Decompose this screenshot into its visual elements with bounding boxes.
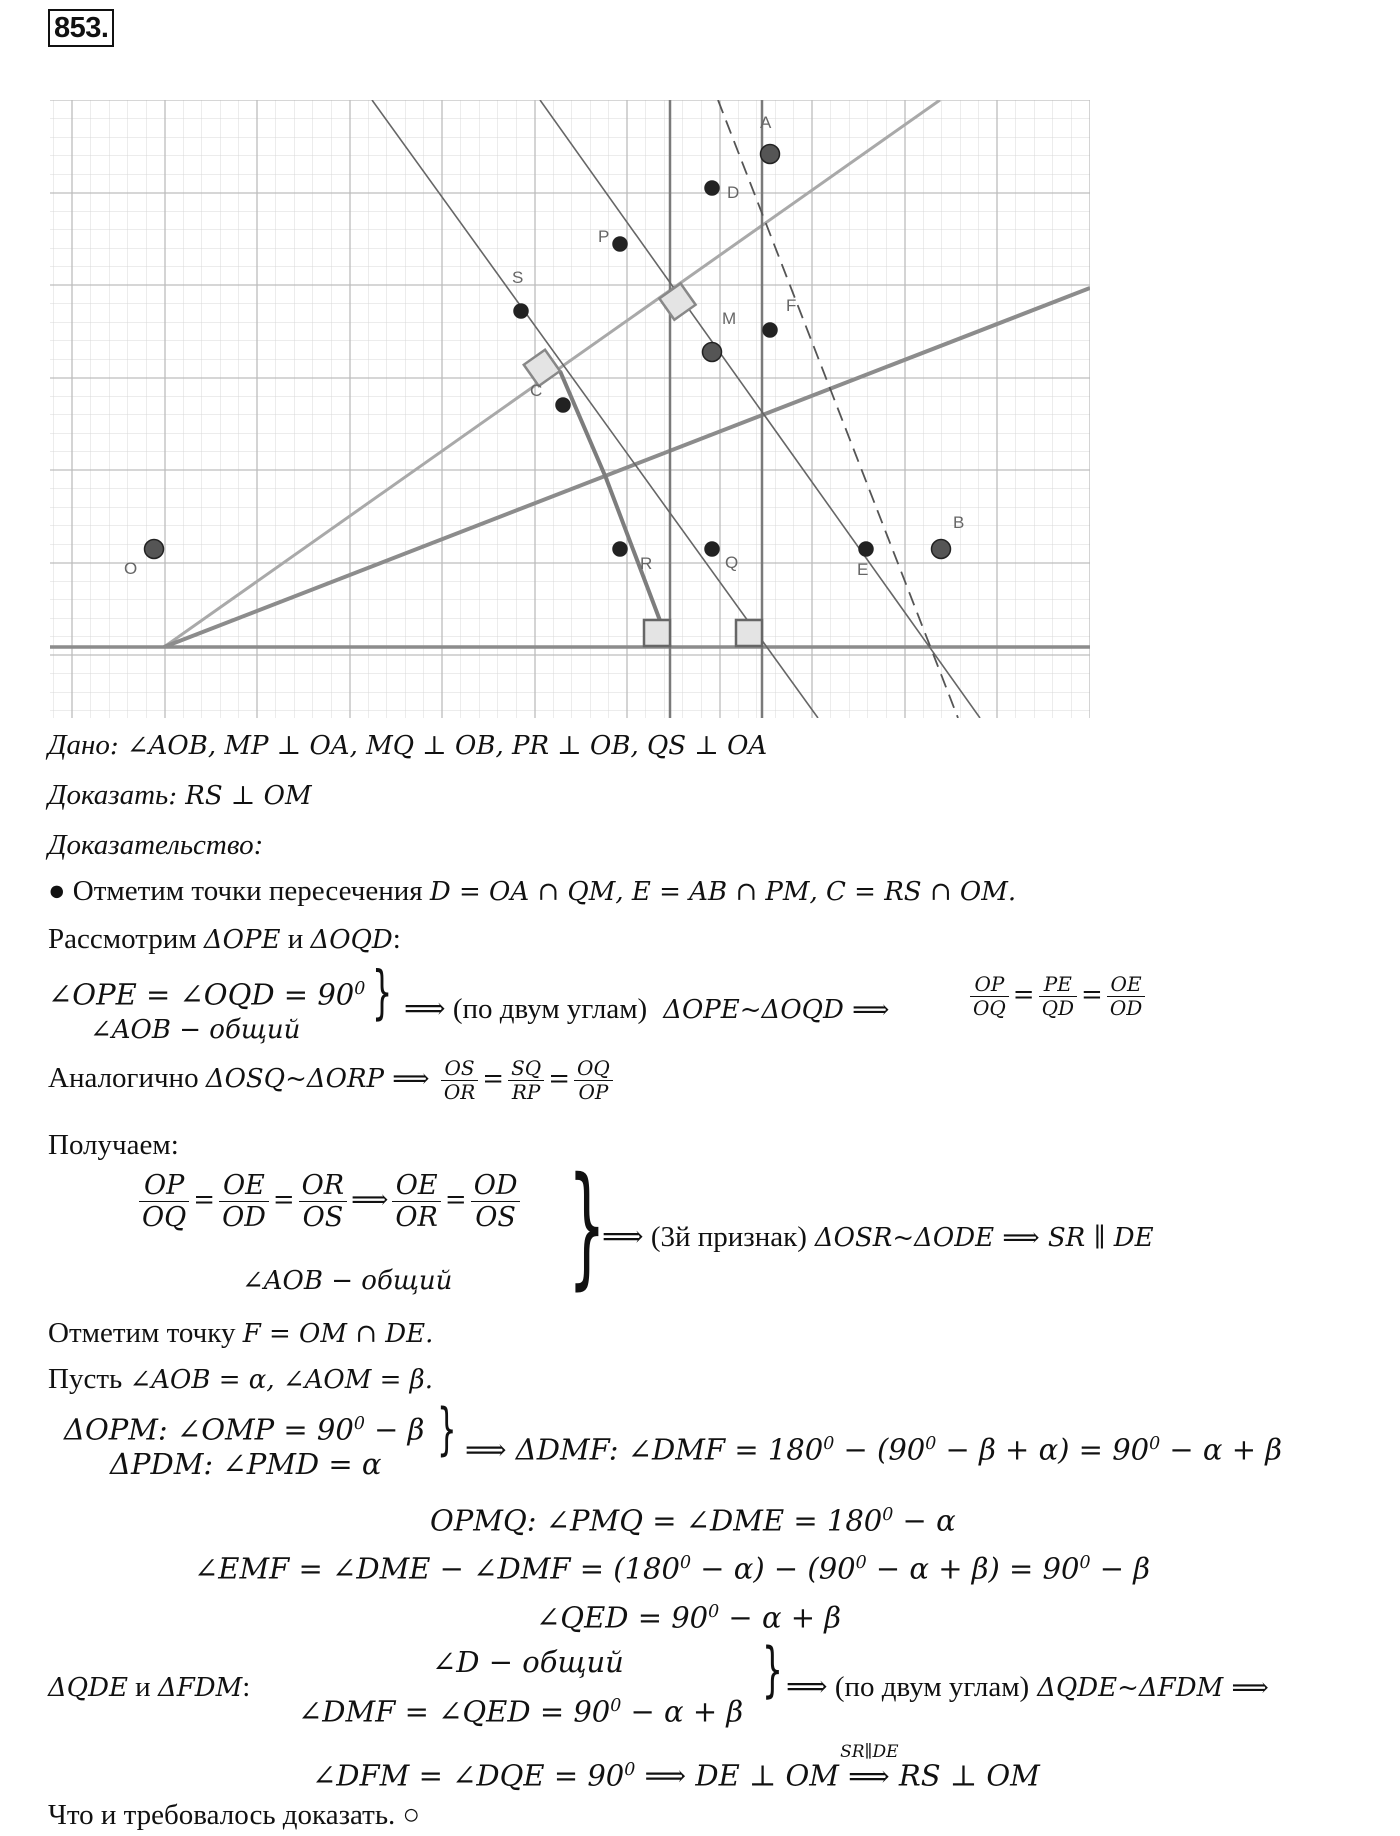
point-label-r: R bbox=[640, 554, 653, 573]
point-s bbox=[514, 304, 528, 318]
system-1-eq1: ∠OPE = ∠OQD = $90^0$ bbox=[48, 977, 366, 1012]
obtain-label: Получаем: bbox=[48, 1129, 179, 1161]
system-4-eq1: ∠D − общий bbox=[432, 1645, 624, 1679]
point-label-s: S bbox=[512, 268, 524, 287]
point-o bbox=[145, 540, 164, 559]
point-label-m: M bbox=[722, 309, 737, 328]
analogous-line: Аналогично ΔOSQ~ΔORP ⟹ $\frac{OS}{OR}$ = $\frac{SQ}{RP}$ = $\frac{OQ}{OP}$ bbox=[48, 1057, 617, 1104]
point-m bbox=[703, 343, 722, 362]
system-1-conclusion: ⟹ (по двум углам) ΔOPE~ΔOQD ⟹ bbox=[404, 993, 890, 1025]
brace-1: } bbox=[372, 958, 393, 1026]
eq-opmq: OPMQ: ∠PMQ = ∠DME = $180^0 - \alpha$ bbox=[430, 1503, 956, 1538]
system-4-conclusion: ⟹ (по двум углам) ΔQDE~ΔFDM ⟹ bbox=[786, 1671, 1269, 1703]
point-label-d: D bbox=[727, 183, 740, 202]
point-label-c: C bbox=[530, 381, 543, 400]
system-4-eq2: ∠DMF = ∠QED = $90^0 - \alpha + \beta$ bbox=[298, 1694, 744, 1729]
eq-emf: ∠EMF = ∠DME − ∠DMF = $(180^0 - \alpha) - (90^0 - \alpha + \beta) = 90^0 - \beta$ bbox=[194, 1551, 1151, 1586]
point-e bbox=[859, 542, 873, 556]
brace-4: } bbox=[762, 1635, 784, 1705]
point-f-line: Отметим точку F = OM ∩ DE. bbox=[48, 1317, 434, 1349]
point-label-f: F bbox=[786, 296, 797, 315]
point-f bbox=[763, 323, 777, 337]
point-a bbox=[761, 145, 780, 164]
ratio-chain: $\frac{OP}{OQ}$ = $\frac{OE}{OD}$ = $\frac{OR}{OS}$ ⟹ $\frac{OE}{OR}$ = $\frac{OD}{OS}$ bbox=[135, 1170, 524, 1233]
system-2-conclusion: ⟹ (3й признак) ΔOSR~ΔODE ⟹ SR ∥ DE bbox=[602, 1221, 1154, 1253]
system-2-eq2: ∠AOB − общий bbox=[242, 1266, 453, 1296]
given-line: Дано: ∠AOB, MP ⊥ OA, MQ ⊥ OB, PR ⊥ OB, QS ⊥ OA bbox=[48, 729, 768, 761]
proof-line-1: ● Отметим точки пересечения D = OA ∩ QM, E = AB ∩ PM, C = RS ∩ OM. bbox=[48, 875, 1017, 907]
geometry-figure bbox=[50, 100, 1090, 720]
qed-line: Что и требовалось доказать. ○ bbox=[48, 1799, 421, 1831]
triangles-label: ΔQDE и ΔFDM: bbox=[48, 1671, 251, 1703]
system-3-conclusion: ⟹ ΔDMF: ∠DMF = $180^0 - (90^0 - \beta + \alpha) = 90^0 - \alpha + \beta$ bbox=[465, 1432, 1283, 1467]
point-label-a: A bbox=[760, 113, 772, 132]
point-label-e: E bbox=[857, 560, 869, 579]
point-b bbox=[932, 540, 951, 559]
proof-label: Доказательство: bbox=[48, 829, 264, 861]
eq-qed: ∠QED = $90^0 - \alpha + \beta$ bbox=[536, 1600, 842, 1635]
brace-3: } bbox=[437, 1397, 457, 1462]
point-p bbox=[613, 237, 627, 251]
brace-2: } bbox=[568, 1149, 606, 1303]
point-r bbox=[613, 542, 627, 556]
arrow-annotation: SR∥DE bbox=[840, 1741, 899, 1762]
problem-number: 853. bbox=[48, 9, 114, 47]
system-1-eq2: ∠AOB − общий bbox=[90, 1015, 301, 1045]
point-q bbox=[705, 542, 719, 556]
point-label-q: Q bbox=[725, 553, 739, 572]
proof-line-2: Рассмотрим ΔOPE и ΔOQD: bbox=[48, 923, 401, 955]
final-eq: ∠DFM = ∠DQE = $90^0$ ⟹ DE ⊥ OM SR∥DE ⟹ RS ⊥ OM bbox=[312, 1752, 1040, 1794]
let-line: Пусть ∠AOB = α, ∠AOM = β. bbox=[48, 1363, 433, 1395]
system-3-eq2: ΔPDM: ∠PMD = α bbox=[110, 1447, 382, 1481]
ratios-1: $\frac{OP}{OQ}$ = $\frac{PE}{QD}$ = $\frac{OE}{OD}$ bbox=[966, 973, 1149, 1020]
point-d bbox=[705, 181, 719, 195]
point-label-p: P bbox=[598, 227, 610, 246]
point-label-o: O bbox=[124, 559, 138, 578]
point-label-b: B bbox=[953, 513, 965, 532]
system-3-eq1: ΔOPM: ∠OMP = $90^0 - \beta$ bbox=[64, 1412, 425, 1447]
point-c bbox=[556, 398, 570, 412]
prove-line: Доказать: RS ⊥ OM bbox=[48, 779, 312, 811]
